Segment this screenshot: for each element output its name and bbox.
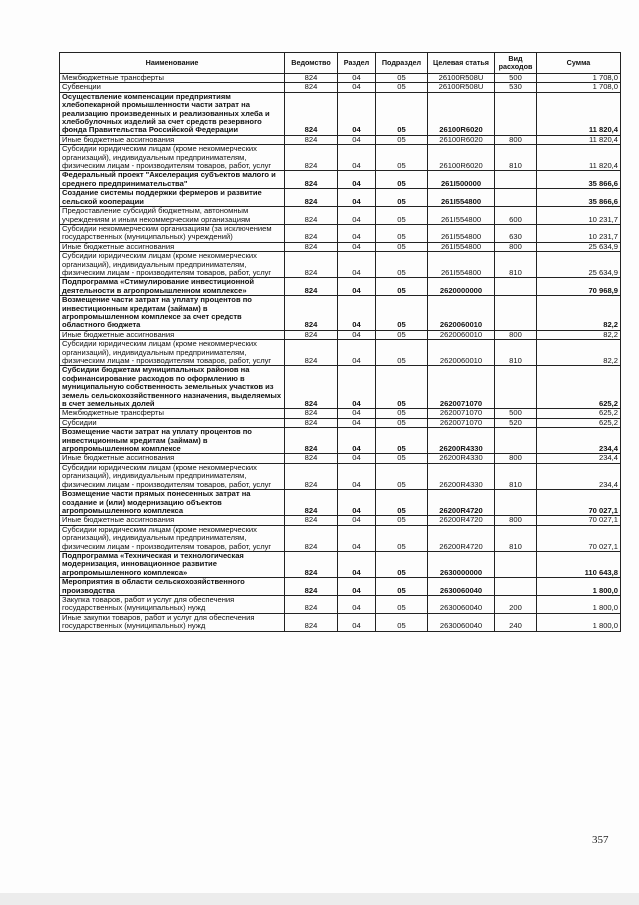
header-ved: Ведомство (285, 53, 338, 74)
cell-razdel: 04 (338, 340, 376, 366)
cell-podrazdel: 05 (376, 74, 428, 83)
cell-ved: 824 (285, 490, 338, 516)
cell-razdel: 04 (338, 189, 376, 207)
cell-razdel: 04 (338, 92, 376, 135)
cell-name: Субсидии некоммерческим организациям (за исключением государственных (муниципальных) учреждений) (60, 224, 285, 242)
cell-razdel: 04 (338, 252, 376, 278)
cell-name: Закупка товаров, работ и услуг для обеспечения государственных (муниципальных) нужд (60, 595, 285, 613)
cell-ved: 824 (285, 278, 338, 296)
cell-razdel: 04 (338, 463, 376, 489)
cell-sum: 11 820,4 (537, 92, 621, 135)
cell-sum: 625,2 (537, 409, 621, 418)
table-row (60, 242, 621, 251)
cell-podrazdel: 05 (376, 296, 428, 331)
cell-sum: 10 231,7 (537, 207, 621, 225)
cell-cs: 2620071070 (428, 366, 495, 409)
cell-sum: 1 708,0 (537, 83, 621, 92)
cell-cs: 2620000000 (428, 278, 495, 296)
cell-podrazdel: 05 (376, 578, 428, 596)
cell-vr (495, 278, 537, 296)
cell-vr (495, 296, 537, 331)
header-cs: Целевая статья (428, 53, 495, 74)
cell-cs: 261I500000 (428, 171, 495, 189)
table-row (60, 409, 621, 418)
cell-ved: 824 (285, 340, 338, 366)
header-vr: Вид расходов (495, 53, 537, 74)
cell-cs: 261I554800 (428, 252, 495, 278)
cell-vr: 200 (495, 595, 537, 613)
cell-sum: 11 820,4 (537, 145, 621, 171)
cell-razdel: 04 (338, 366, 376, 409)
table-row (60, 613, 621, 631)
cell-cs: 2620071070 (428, 409, 495, 418)
header-podrazdel: Подраздел (376, 53, 428, 74)
cell-razdel: 04 (338, 409, 376, 418)
cell-ved: 824 (285, 578, 338, 596)
cell-razdel: 04 (338, 278, 376, 296)
cell-razdel: 04 (338, 74, 376, 83)
table-row (60, 171, 621, 189)
cell-name: Субсидии юридическим лицам (кроме некоммерческих организаций), индивидуальным предпринимателям, физическим лицам - производителям товаров, работ, услуг (60, 340, 285, 366)
cell-vr: 520 (495, 418, 537, 427)
cell-podrazdel: 05 (376, 525, 428, 551)
cell-razdel: 04 (338, 224, 376, 242)
cell-vr: 800 (495, 454, 537, 463)
page-number: 357 (592, 834, 609, 846)
cell-sum: 70 027,1 (537, 490, 621, 516)
cell-sum: 11 820,4 (537, 135, 621, 144)
table-row (60, 340, 621, 366)
header-razdel: Раздел (338, 53, 376, 74)
cell-razdel: 04 (338, 135, 376, 144)
table-row (60, 578, 621, 596)
cell-name: Иные закупки товаров, работ и услуг для обеспечения государственных (муниципальных) нужд (60, 613, 285, 631)
cell-name: Возмещение части затрат на уплату процентов по инвестиционным кредитам (займам) в агропромышленном комплексе (60, 428, 285, 454)
cell-sum: 1 708,0 (537, 74, 621, 83)
cell-sum: 82,2 (537, 340, 621, 366)
cell-ved: 824 (285, 409, 338, 418)
cell-sum: 234,4 (537, 428, 621, 454)
table-row (60, 366, 621, 409)
cell-sum: 70 968,9 (537, 278, 621, 296)
cell-name: Иные бюджетные ассигнования (60, 516, 285, 525)
budget-table (59, 52, 621, 632)
cell-podrazdel: 05 (376, 252, 428, 278)
cell-ved: 824 (285, 74, 338, 83)
cell-podrazdel: 05 (376, 418, 428, 427)
table-row (60, 278, 621, 296)
cell-ved: 824 (285, 207, 338, 225)
cell-podrazdel: 05 (376, 454, 428, 463)
cell-ved: 824 (285, 242, 338, 251)
cell-podrazdel: 05 (376, 92, 428, 135)
cell-sum: 1 800,0 (537, 595, 621, 613)
cell-ved: 824 (285, 135, 338, 144)
cell-name: Иные бюджетные ассигнования (60, 454, 285, 463)
cell-name: Иные бюджетные ассигнования (60, 135, 285, 144)
cell-cs: 261I554800 (428, 224, 495, 242)
cell-vr: 600 (495, 207, 537, 225)
cell-cs: 2630060040 (428, 613, 495, 631)
cell-vr (495, 366, 537, 409)
cell-name: Возмещение части прямых понесенных затрат на создание и (или) модернизацию объектов агропромышленного комплекса (60, 490, 285, 516)
cell-sum: 625,2 (537, 366, 621, 409)
cell-name: Осуществление компенсации предприятиям хлебопекарной промышленности части затрат на реализацию произведенных и реализованных хлеба и хлебобулочных изделий за счет средств резервного фонда Правительства Российской Федерации (60, 92, 285, 135)
cell-sum: 82,2 (537, 330, 621, 339)
cell-vr: 240 (495, 613, 537, 631)
table-body (60, 74, 621, 632)
cell-vr: 800 (495, 330, 537, 339)
cell-sum: 1 800,0 (537, 578, 621, 596)
table-row (60, 595, 621, 613)
cell-podrazdel: 05 (376, 463, 428, 489)
table-row (60, 224, 621, 242)
cell-cs: 2620071070 (428, 418, 495, 427)
cell-vr: 800 (495, 135, 537, 144)
cell-podrazdel: 05 (376, 224, 428, 242)
cell-sum: 70 027,1 (537, 516, 621, 525)
table-row (60, 525, 621, 551)
cell-sum: 25 634,9 (537, 242, 621, 251)
cell-podrazdel: 05 (376, 409, 428, 418)
cell-cs: 26200R4720 (428, 490, 495, 516)
cell-ved: 824 (285, 613, 338, 631)
cell-ved: 824 (285, 252, 338, 278)
cell-sum: 82,2 (537, 296, 621, 331)
cell-ved: 824 (285, 463, 338, 489)
cell-sum: 35 866,6 (537, 189, 621, 207)
cell-ved: 824 (285, 525, 338, 551)
cell-sum: 25 634,9 (537, 252, 621, 278)
cell-vr (495, 490, 537, 516)
cell-name: Субсидии юридическим лицам (кроме некоммерческих организаций), индивидуальным предпринимателям, физическим лицам - производителям товаров, работ, услуг (60, 463, 285, 489)
cell-razdel: 04 (338, 145, 376, 171)
cell-razdel: 04 (338, 551, 376, 577)
cell-razdel: 04 (338, 454, 376, 463)
cell-name: Создание системы поддержки фермеров и развитие сельской кооперации (60, 189, 285, 207)
cell-razdel: 04 (338, 490, 376, 516)
cell-name: Субсидии (60, 418, 285, 427)
cell-cs: 261I554800 (428, 189, 495, 207)
cell-podrazdel: 05 (376, 135, 428, 144)
cell-vr (495, 92, 537, 135)
cell-ved: 824 (285, 418, 338, 427)
table-row (60, 189, 621, 207)
cell-razdel: 04 (338, 428, 376, 454)
cell-podrazdel: 05 (376, 428, 428, 454)
cell-vr: 630 (495, 224, 537, 242)
cell-razdel: 04 (338, 171, 376, 189)
cell-cs: 2630000000 (428, 551, 495, 577)
cell-name: Субвенции (60, 83, 285, 92)
cell-vr: 800 (495, 242, 537, 251)
cell-cs: 261I554800 (428, 242, 495, 251)
cell-razdel: 04 (338, 330, 376, 339)
table-row (60, 145, 621, 171)
cell-ved: 824 (285, 224, 338, 242)
table-row (60, 296, 621, 331)
cell-podrazdel: 05 (376, 613, 428, 631)
cell-vr: 530 (495, 83, 537, 92)
header-name: Наименование (60, 53, 285, 74)
cell-ved: 824 (285, 330, 338, 339)
cell-podrazdel: 05 (376, 189, 428, 207)
cell-vr: 500 (495, 409, 537, 418)
table-row (60, 418, 621, 427)
table-row (60, 330, 621, 339)
cell-podrazdel: 05 (376, 171, 428, 189)
cell-cs: 261I554800 (428, 207, 495, 225)
cell-razdel: 04 (338, 525, 376, 551)
cell-podrazdel: 05 (376, 366, 428, 409)
cell-vr (495, 171, 537, 189)
cell-sum: 234,4 (537, 454, 621, 463)
table-row (60, 490, 621, 516)
cell-cs: 26200R4330 (428, 454, 495, 463)
cell-ved: 824 (285, 516, 338, 525)
cell-podrazdel: 05 (376, 551, 428, 577)
cell-podrazdel: 05 (376, 242, 428, 251)
cell-name: Мероприятия в области сельскохозяйственного производства (60, 578, 285, 596)
cell-name: Межбюджетные трансферты (60, 409, 285, 418)
cell-ved: 824 (285, 428, 338, 454)
table-row (60, 463, 621, 489)
cell-vr: 800 (495, 516, 537, 525)
cell-razdel: 04 (338, 613, 376, 631)
cell-cs: 2620060010 (428, 296, 495, 331)
cell-cs: 26200R4720 (428, 516, 495, 525)
cell-cs: 2620060010 (428, 340, 495, 366)
cell-cs: 2630060040 (428, 578, 495, 596)
cell-sum: 35 866,6 (537, 171, 621, 189)
cell-sum: 110 643,8 (537, 551, 621, 577)
table-row (60, 135, 621, 144)
cell-cs: 2630060040 (428, 595, 495, 613)
table-row (60, 516, 621, 525)
table-row (60, 454, 621, 463)
cell-sum: 70 027,1 (537, 525, 621, 551)
cell-vr (495, 578, 537, 596)
cell-sum: 10 231,7 (537, 224, 621, 242)
cell-razdel: 04 (338, 595, 376, 613)
cell-razdel: 04 (338, 296, 376, 331)
cell-name: Подпрограмма «Техническая и технологическая модернизация, инновационное развитие агропромышленного комплекса» (60, 551, 285, 577)
table-row (60, 92, 621, 135)
cell-podrazdel: 05 (376, 340, 428, 366)
cell-ved: 824 (285, 454, 338, 463)
cell-name: Субсидии юридическим лицам (кроме некоммерческих организаций), индивидуальным предпринимателям, физическим лицам - производителям товаров, работ, услуг (60, 145, 285, 171)
cell-name: Иные бюджетные ассигнования (60, 330, 285, 339)
cell-vr (495, 189, 537, 207)
scan-edge (0, 893, 639, 905)
cell-razdel: 04 (338, 242, 376, 251)
cell-cs: 26100R6020 (428, 92, 495, 135)
cell-name: Возмещение части затрат на уплату процентов по инвестиционным кредитам (займам) в агропромышленном комплексе за счет средств областного бюджета (60, 296, 285, 331)
cell-cs: 26100R508U (428, 83, 495, 92)
cell-cs: 26200R4720 (428, 525, 495, 551)
cell-vr: 810 (495, 145, 537, 171)
cell-ved: 824 (285, 366, 338, 409)
cell-vr: 810 (495, 525, 537, 551)
cell-name: Федеральный проект "Акселерация субъектов малого и среднего предпринимательства" (60, 171, 285, 189)
cell-name: Предоставление субсидий бюджетным, автономным учреждениям и иным некоммерческим организациям (60, 207, 285, 225)
cell-podrazdel: 05 (376, 83, 428, 92)
cell-razdel: 04 (338, 578, 376, 596)
cell-vr: 500 (495, 74, 537, 83)
cell-razdel: 04 (338, 516, 376, 525)
cell-podrazdel: 05 (376, 278, 428, 296)
table-header-row (60, 53, 621, 74)
cell-cs: 26100R6020 (428, 145, 495, 171)
cell-podrazdel: 05 (376, 490, 428, 516)
cell-name: Иные бюджетные ассигнования (60, 242, 285, 251)
cell-ved: 824 (285, 83, 338, 92)
cell-name: Субсидии бюджетам муниципальных районов на софинансирование расходов по оформлению в муниципальную собственность земельных участков из земель сельскохозяйственного назначения, выделяемых в счет земельных долей (60, 366, 285, 409)
cell-cs: 26200R4330 (428, 463, 495, 489)
cell-razdel: 04 (338, 418, 376, 427)
cell-vr: 810 (495, 340, 537, 366)
cell-name: Субсидии юридическим лицам (кроме некоммерческих организаций), индивидуальным предпринимателям, физическим лицам - производителям товаров, работ, услуг (60, 525, 285, 551)
table-row (60, 207, 621, 225)
cell-vr: 810 (495, 463, 537, 489)
cell-podrazdel: 05 (376, 145, 428, 171)
table-row (60, 74, 621, 83)
cell-podrazdel: 05 (376, 330, 428, 339)
cell-ved: 824 (285, 551, 338, 577)
cell-ved: 824 (285, 189, 338, 207)
cell-podrazdel: 05 (376, 595, 428, 613)
cell-cs: 26100R508U (428, 74, 495, 83)
cell-cs: 26100R6020 (428, 135, 495, 144)
cell-ved: 824 (285, 92, 338, 135)
cell-podrazdel: 05 (376, 516, 428, 525)
cell-sum: 1 800,0 (537, 613, 621, 631)
cell-sum: 234,4 (537, 463, 621, 489)
cell-sum: 625,2 (537, 418, 621, 427)
cell-razdel: 04 (338, 207, 376, 225)
cell-name: Субсидии юридическим лицам (кроме некоммерческих организаций), индивидуальным предпринимателям, физическим лицам - производителям товаров, работ, услуг (60, 252, 285, 278)
cell-vr: 810 (495, 252, 537, 278)
cell-ved: 824 (285, 171, 338, 189)
cell-razdel: 04 (338, 83, 376, 92)
cell-cs: 2620060010 (428, 330, 495, 339)
cell-podrazdel: 05 (376, 207, 428, 225)
cell-name: Подпрограмма «Стимулирование инвестиционной деятельности в агропромышленном комплексе» (60, 278, 285, 296)
header-sum: Сумма (537, 53, 621, 74)
cell-cs: 26200R4330 (428, 428, 495, 454)
cell-name: Межбюджетные трансферты (60, 74, 285, 83)
cell-vr (495, 551, 537, 577)
table-row (60, 428, 621, 454)
cell-ved: 824 (285, 296, 338, 331)
table-row (60, 551, 621, 577)
cell-vr (495, 428, 537, 454)
table-row (60, 83, 621, 92)
cell-ved: 824 (285, 595, 338, 613)
cell-ved: 824 (285, 145, 338, 171)
table-row (60, 252, 621, 278)
